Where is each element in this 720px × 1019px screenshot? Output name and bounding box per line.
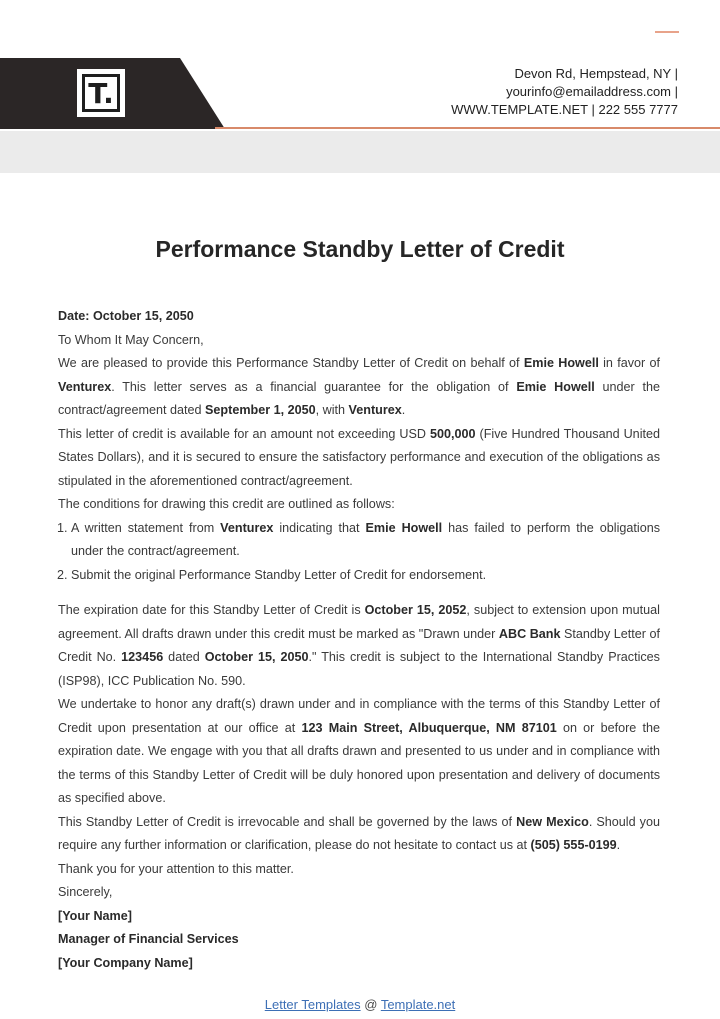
paragraph-expiration: The expiration date for this Standby Letter of Credit is October 15, 2052, subject to extension upon mutual agreement. All drafts drawn under this credit must be marked as "Drawn under ABC Bank Standby Letter of Credit No. 123456 dated October 15, 2050." This credit is subject to the International Standby Practices (ISP98), ICC Publication No. 590. <box>58 603 660 688</box>
paragraph-amount: This letter of credit is available for an amount not exceeding USD 500,000 (Five Hundred Thousand United States Dollars), and it is secured to ensure the satisfactory performance and execution of the obligations as stipulated in the aforementioned contract/agreement. <box>58 426 660 488</box>
list-item: 1. A written statement from Venturex indicating that Emie Howell has failed to perform the obligations under the contract/agreement. <box>71 517 660 564</box>
signature-title: Manager of Financial Services <box>58 932 239 946</box>
letter-body <box>58 305 660 975</box>
contact-web-phone: WWW.TEMPLATE.NET | 222 555 7777 <box>451 102 678 117</box>
signature-company: [Your Company Name] <box>58 955 193 970</box>
footer <box>0 997 720 1012</box>
contact-block <box>451 65 678 119</box>
letter-templates-link[interactable]: Letter Templates <box>264 997 361 1012</box>
letter-date: Date: October 15, 2050 <box>58 309 194 323</box>
salutation: To Whom It May Concern, <box>58 332 204 347</box>
paragraph-conditions: The conditions for drawing this credit are outlined as follows: <box>58 497 395 511</box>
paragraph-governing-law: This Standby Letter of Credit is irrevocable and shall be governed by the laws of New Mexico. Should you require any further information or clarification, please do not hesitate to contact us at (505) 555-0199. <box>58 814 660 852</box>
conditions-list <box>58 517 660 588</box>
header-gray-band <box>0 131 720 173</box>
logo <box>77 69 125 117</box>
contact-address: Devon Rd, Hempstead, NY | <box>514 66 678 81</box>
paragraph-intro: We are pleased to provide this Performance Standby Letter of Credit on behalf of Emie Howell in favor of Venturex. This letter serves as a financial guarantee for the obligation of Emie Howell under the contract/agreement dated September 1, 2050, with Venturex. <box>58 356 660 417</box>
footer-separator: @ <box>360 997 381 1012</box>
closing: Sincerely, <box>58 885 113 899</box>
header-accent-line <box>215 127 720 129</box>
template-net-link[interactable]: Template.net <box>380 997 456 1012</box>
contact-email: yourinfo@emailaddress.com | <box>506 84 678 99</box>
logo-mark: T. <box>82 74 120 112</box>
signature-name: [Your Name] <box>58 908 132 923</box>
accent-dash <box>655 31 679 33</box>
paragraph-undertaking: We undertake to honor any draft(s) drawn under and in compliance with the terms of this Standby Letter of Credit upon presentation at our office at 123 Main Street, Albuquerque, NM 87101 on or before the expiration date. We engage with you that all drafts drawn and presented to us under and in compliance with the terms of this Standby Letter of Credit will be duly honored upon presentation and delivery of documents as specified above. <box>58 697 660 805</box>
thanks-line: Thank you for your attention to this matter. <box>58 861 294 876</box>
list-item: 2. Submit the original Performance Standby Letter of Credit for endorsement. <box>71 564 660 588</box>
document-title: Performance Standby Letter of Credit <box>155 236 565 262</box>
